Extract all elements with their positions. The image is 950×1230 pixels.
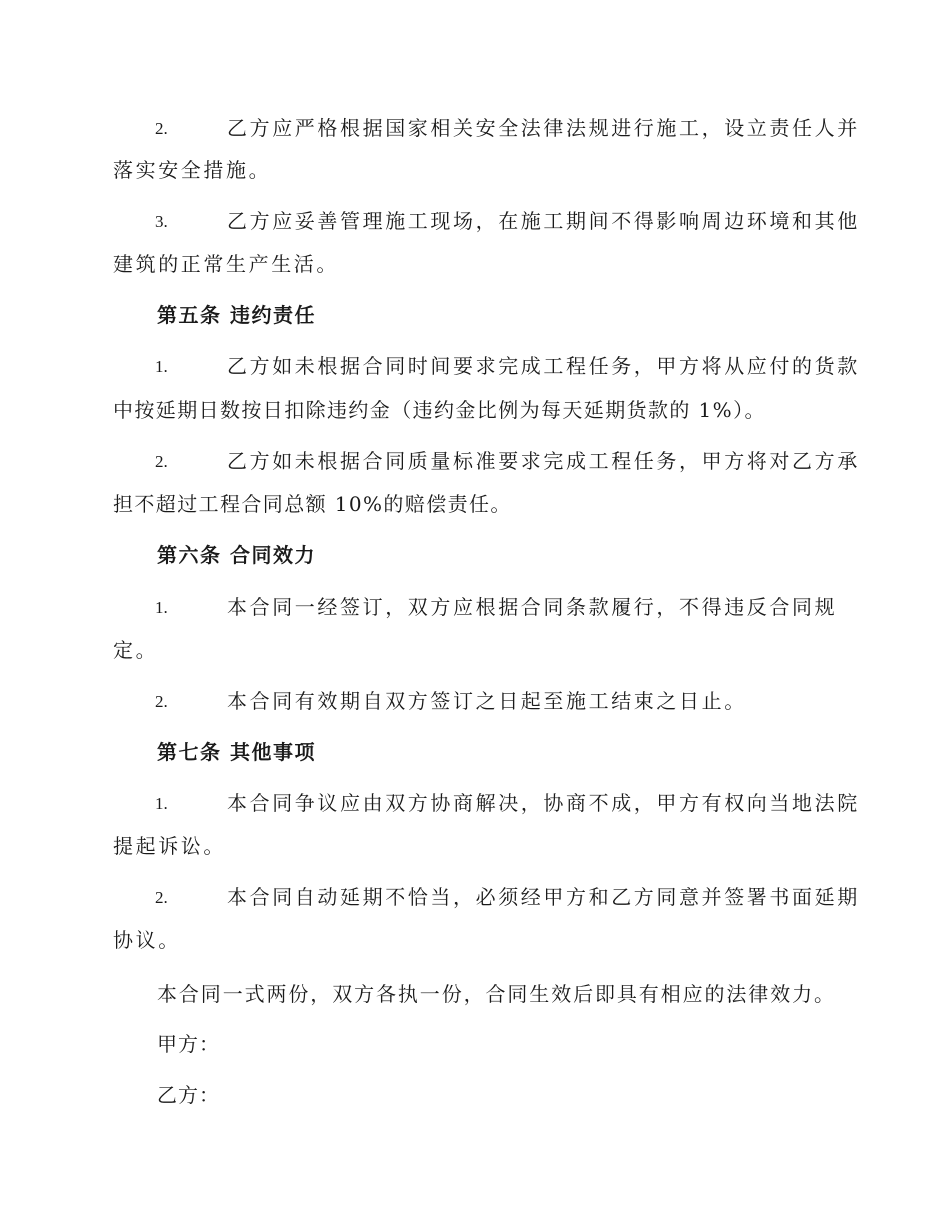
item-text: 乙方应严格根据国家相关安全法律法规进行施工，设立责任人并 [227, 116, 860, 140]
party-a-signature-label: 甲方： [157, 1032, 220, 1056]
item-number: 3. [155, 212, 168, 231]
item-number: 2. [155, 119, 168, 138]
item-text: 乙方如未根据合同时间要求完成工程任务，甲方将从应付的货款 [227, 354, 860, 378]
item-number: 1. [155, 357, 168, 376]
item-text-continued: 建筑的正常生产生活。 [113, 252, 339, 276]
item-text-continued: 担不超过工程合同总额 10%的赔偿责任。 [113, 492, 512, 516]
party-b-signature-label: 乙方： [157, 1083, 220, 1107]
item-text: 乙方如未根据合同质量标准要求完成工程任务，甲方将对乙方承 [227, 449, 860, 473]
section-heading: 第六条 合同效力 [157, 543, 316, 567]
item-text: 本合同有效期自双方签订之日起至施工结束之日止。 [227, 689, 747, 713]
item-number: 2. [155, 888, 168, 907]
item-text: 本合同自动延期不恰当，必须经甲方和乙方同意并签署书面延期 [227, 885, 860, 909]
item-number: 1. [155, 598, 168, 617]
item-text-continued: 协议。 [113, 928, 181, 952]
item-number: 2. [155, 692, 168, 711]
item-number: 1. [155, 794, 168, 813]
item-text-continued: 落实安全措施。 [113, 158, 272, 182]
item-text: 乙方应妥善管理施工现场，在施工期间不得影响周边环境和其他 [227, 209, 860, 233]
item-text-continued: 中按延期日数按日扣除违约金（违约金比例为每天延期货款的 1%）。 [113, 398, 766, 422]
section-heading: 第五条 违约责任 [157, 303, 316, 327]
item-number: 2. [155, 452, 168, 471]
closing-statement: 本合同一式两份，双方各执一份，合同生效后即具有相应的法律效力。 [157, 982, 836, 1006]
item-text-continued: 提起诉讼。 [113, 834, 226, 858]
item-text: 本合同一经签订，双方应根据合同条款履行，不得违反合同规 [227, 595, 838, 619]
section-heading: 第七条 其他事项 [157, 740, 316, 764]
item-text: 本合同争议应由双方协商解决，协商不成，甲方有权向当地法院 [227, 791, 860, 815]
item-text-continued: 定。 [113, 638, 159, 662]
